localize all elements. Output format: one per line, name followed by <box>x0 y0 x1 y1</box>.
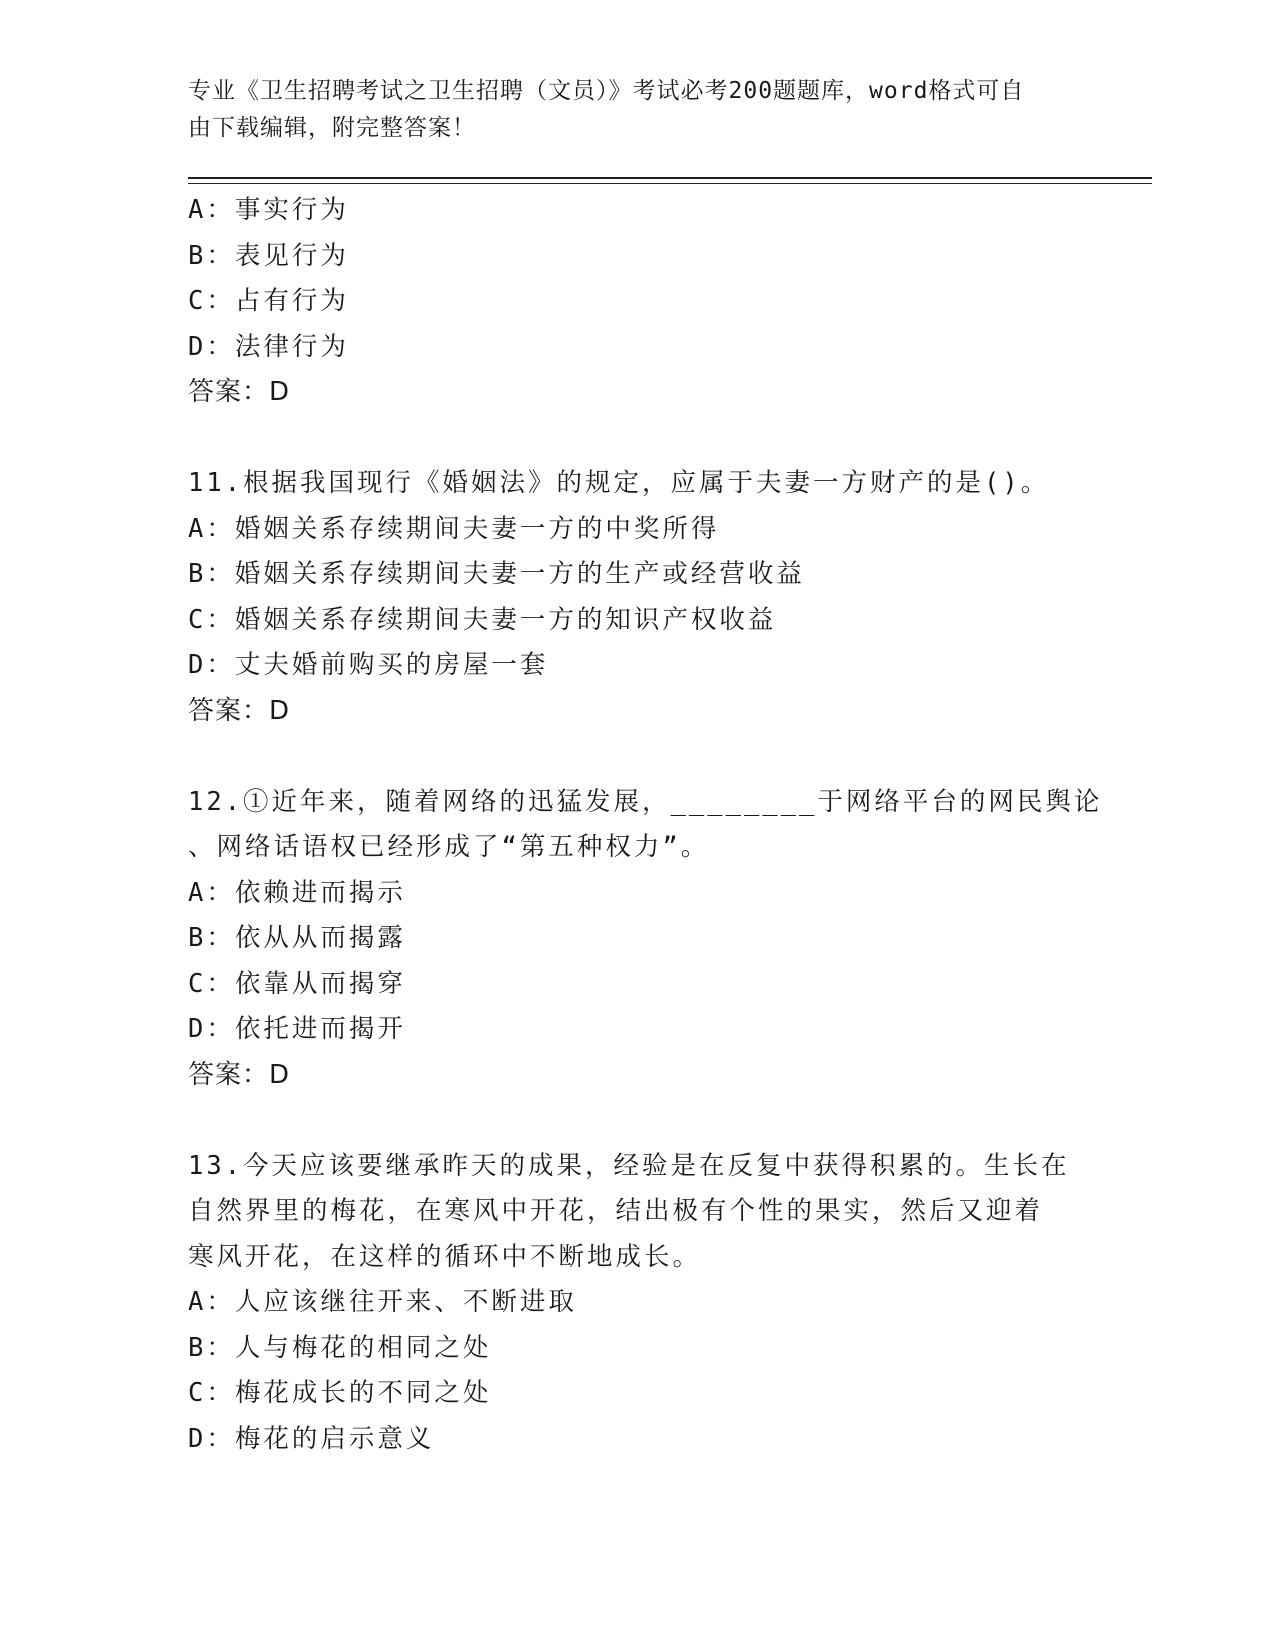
option-a: A：事实行为 <box>188 195 349 225</box>
header-line-1: 专业《卫生招聘考试之卫生招聘（文员）》考试必考200题题库，word格式可自 <box>188 78 1025 104</box>
option-a: A：人应该继往开来、不断进取 <box>188 1287 577 1317</box>
question-stem-line-3: 寒风开花，在这样的循环中不断地成长。 <box>188 1241 702 1272</box>
question-11-block <box>188 461 1088 734</box>
question-13-block <box>188 1144 1088 1463</box>
option-b: B：人与梅花的相同之处 <box>188 1332 492 1363</box>
header-divider-thin <box>188 183 1152 184</box>
answer: 答案：D <box>188 695 291 726</box>
option-d: D：法律行为 <box>188 331 349 362</box>
option-a: A：婚姻关系存续期间夫妻一方的中奖所得 <box>188 513 720 544</box>
spacer <box>188 1098 1088 1144</box>
spacer <box>188 734 1088 780</box>
option-a: A：依赖进而揭示 <box>188 877 406 908</box>
question-stem-line-2: 自然界里的梅花，在寒风中开花，结出极有个性的果实，然后又迎着 <box>188 1196 1044 1226</box>
question-stem: 11.根据我国现行《婚姻法》的规定，应属于夫妻一方财产的是()。 <box>188 468 1050 498</box>
header-line-2: 由下载编辑，附完整答案！ <box>188 115 476 141</box>
question-stem-line-1: 13.今天应该要继承昨天的成果，经验是在反复中获得积累的。生长在 <box>188 1150 1070 1181</box>
option-d: D：丈夫婚前购买的房屋一套 <box>188 650 549 680</box>
question-10-block <box>188 188 1088 416</box>
option-c: C：占有行为 <box>188 286 349 316</box>
header-divider-thick <box>188 177 1152 179</box>
option-c: C：婚姻关系存续期间夫妻一方的知识产权收益 <box>188 604 777 635</box>
option-c: C：梅花成长的不同之处 <box>188 1378 492 1408</box>
option-d: D：依托进而揭开 <box>188 1014 406 1044</box>
option-b: B：依从从而揭露 <box>188 923 406 953</box>
option-d: D：梅花的启示意义 <box>188 1423 435 1454</box>
option-b: B：婚姻关系存续期间夫妻一方的生产或经营收益 <box>188 559 805 589</box>
answer: 答案：D <box>188 1059 291 1090</box>
option-c: C：依靠从而揭穿 <box>188 968 406 999</box>
spacer <box>188 416 1088 462</box>
option-b: B：表见行为 <box>188 240 349 271</box>
question-12-block <box>188 780 1103 1099</box>
document-header <box>188 73 1068 147</box>
question-list <box>188 188 1103 1462</box>
question-stem-line-1: 12.①近年来，随着网络的迅猛发展，________于网络平台的网民舆论 <box>188 786 1103 817</box>
answer: 答案：D <box>188 377 291 407</box>
question-stem-line-2: 、网络话语权已经形成了“第五种权力”。 <box>188 832 710 862</box>
